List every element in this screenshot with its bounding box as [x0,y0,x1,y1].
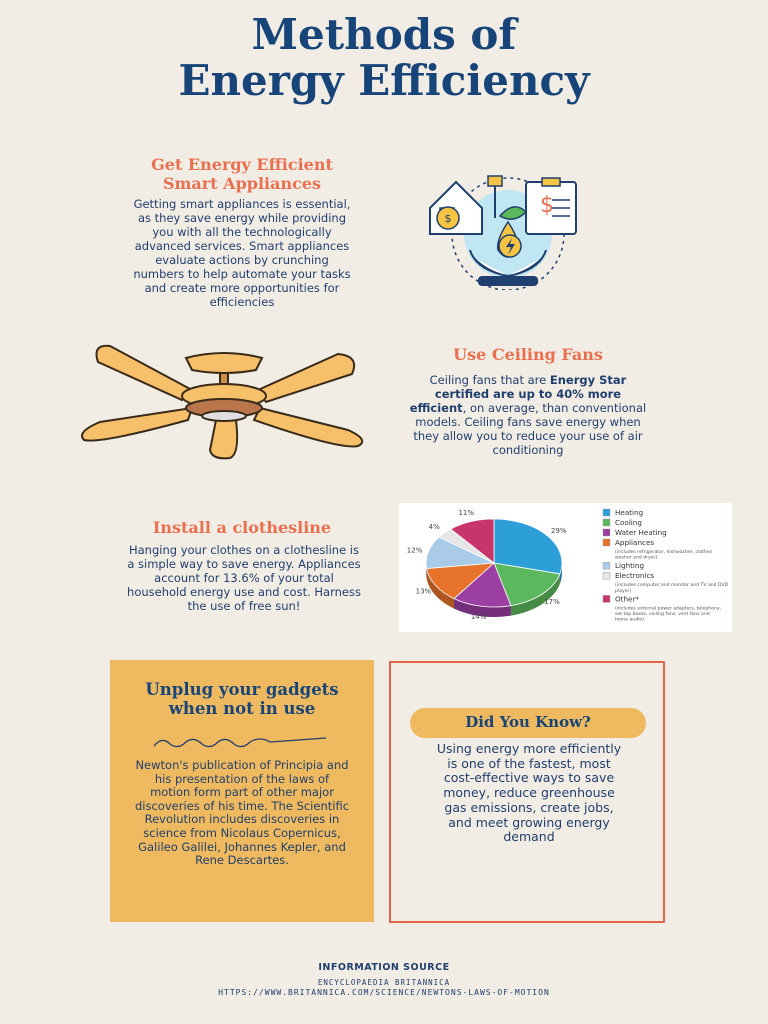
smart-appliances-heading: Get Energy Efficient Smart Appliances [151,155,333,193]
pie-value-label-1: 17% [544,598,560,607]
footer-label: INFORMATION SOURCE [318,962,450,973]
legend-label-5: Electronics [615,571,655,581]
pie-value-label-2: 14% [470,613,487,622]
smart-home-energy-icon [418,172,588,290]
legend-label-2: Water Heating [615,528,667,537]
did-you-know-heading: Did You Know? [465,713,591,731]
ceiling-fans-body-start: Ceiling fans that are [429,373,550,387]
legend-label-3: Appliances [615,538,655,547]
legend-label-1: Cooling [615,518,642,527]
ceiling-fan-icon [70,336,380,464]
pie-value-label-3: 13% [415,587,432,596]
footer-source: ENCYCLOPAEDIA BRITANNICA [317,978,451,987]
ceiling-fans-body-bold: Energy Star certified are up to 40% more efficient [409,373,627,415]
legend-note-5: (includes computer and monitor and TV and DVD [615,583,729,589]
legend-note-3: washer and dryer) [615,555,658,561]
svg-text:$: $ [540,193,554,218]
legend-note-3: (includes refrigerator, dishwasher, clothes [615,550,713,555]
legend-swatch-5 [603,572,610,579]
legend-swatch-1 [603,519,610,526]
legend-swatch-2 [603,529,610,536]
unplug-body: Newton's publication of Principia and his presentation of the laws of motion form part of other major discoveries of his time. The Scientific Revolution includes discoveries in science from Nicolaus Copernicus, Galileo Galilei, Johannes Kepler, and Rene Descartes. [134,758,350,868]
smart-appliances-body: Getting smart appliances is essential, as they save energy while providing you with all the technologically advanced services. Smart appliances evaluate actions by crunching numbers to help automate your tasks and create more opportunities for efficiencies [133,197,351,309]
legend-swatch-6 [603,595,610,602]
legend-label-4: Lighting [615,561,645,571]
legend-swatch-0 [603,509,610,516]
legend-swatch-4 [603,562,610,569]
footer-source-link[interactable]: HTTPS://WWW.BRITANNICA.COM/SCIENCE/NEWTONS-LAWS-OF-MOTION [218,988,550,997]
pie-value-label-5: 4% [428,523,440,532]
pie-value-label-6: 11% [458,509,475,518]
squiggle-divider [150,732,330,752]
legend-note-6: set-top boxes, ceiling fans, vent fans and [615,612,710,617]
legend-label-6: Other* [615,594,640,604]
legend-label-0: Heating [615,508,644,517]
clothesline-heading: Install a clothesline [152,518,332,537]
page-title: Methods of Energy Efficiency [178,10,590,105]
pie-value-label-4: 12% [406,546,423,555]
did-you-know-body: Using energy more efficiently is one of the fastest, most cost-effective ways to save money, reduce greenhouse gas emissions, create jobs, and meet growing energy demand [436,741,622,845]
legend-note-6: (includes external power adapters, telephony, [615,606,722,612]
energy-use-pie-chart [399,503,732,632]
legend-swatch-3 [603,539,610,546]
clothesline-body: Hanging your clothes on a clothesline is a simple way to save energy. Appliances account for 13.6% of your total household energy use and cost. Harness the use of free sun! [127,543,361,613]
unplug-heading: Unplug your gadgets when not in use [145,680,339,718]
pie-value-label-0: 29% [551,526,567,535]
svg-text:$: $ [444,212,452,225]
ceiling-fans-body-end: , on average, than conventional models. Ceiling fans save energy when they allow you to reduce your use of air conditioning [413,401,647,457]
ceiling-fans-body [408,373,648,457]
legend-note-6: home audio) [615,617,645,623]
legend-note-5: player) [615,588,632,594]
ceiling-fans-heading: Use Ceiling Fans [453,345,603,364]
